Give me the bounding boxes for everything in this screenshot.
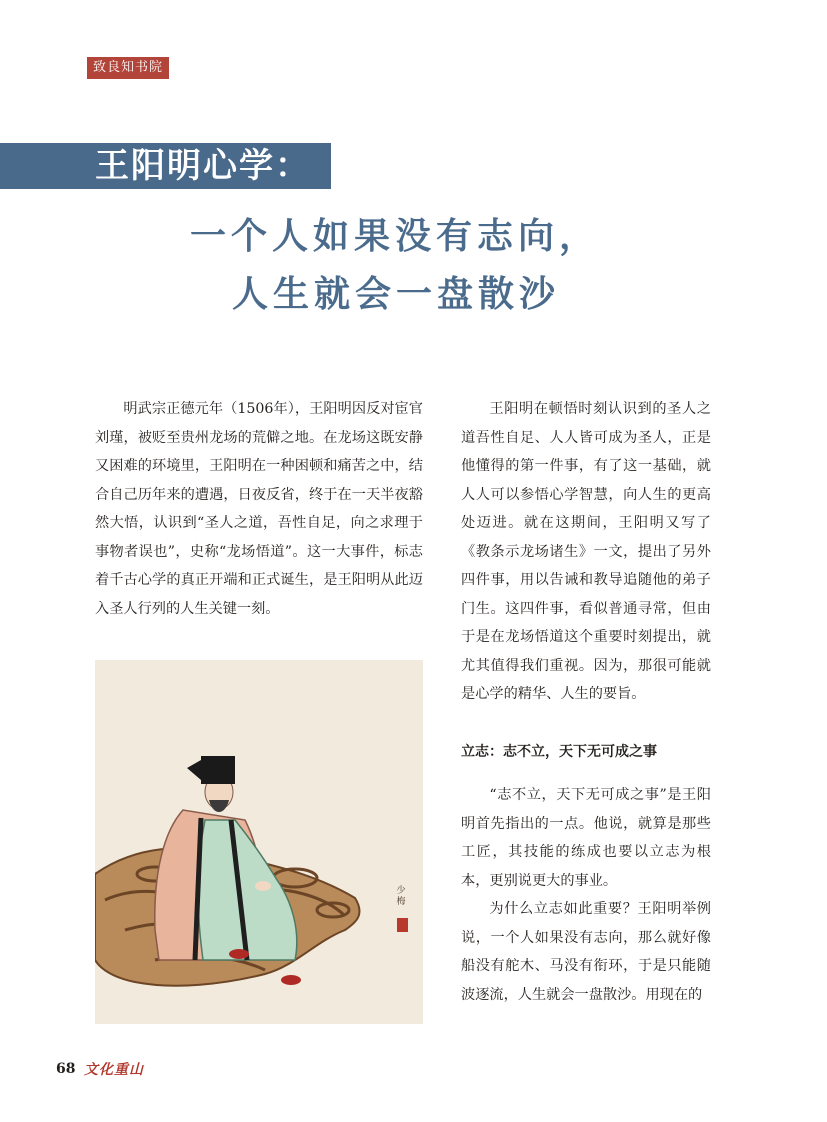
- article-subtitle-line1: 一个人如果没有志向，: [190, 216, 601, 257]
- body-paragraph-2: “志不立，天下无可成之事”是王阳明首先指出的一点。他说，就算是那些工匠，其技能的练成也要以立志为根本，更别说更大的事业。: [461, 787, 711, 889]
- left-column: [95, 395, 423, 623]
- right-column: [461, 395, 711, 1009]
- page-number: 68: [56, 1061, 76, 1077]
- body-paragraph-1: 王阳明在顿悟时刻认识到的圣人之道吾性自足、人人皆可成为圣人，正是他懂得的第一件事，有了这一基础，就人人可以参悟心学智慧，向人生的更高处迈进。就在这期间，王阳明又写了《教条示龙场诸生》一文，提出了另外四件事，用以告诫和教导追随他的弟子门生。这四件事，看似普通寻常，但由于是在龙场悟道这个重要时刻提出，就尤其值得我们重视。因为，那很可能就是心学的精华、人生的要旨。: [461, 401, 711, 702]
- section-label: 致良知书院: [87, 57, 169, 79]
- body-paragraph-3: 为什么立志如此重要？王阳明举例说，一个人如果没有志向，那么就好像船没有舵木、马没有衔环，于是只能随波逐流，人生就会一盘散沙。用现在的: [461, 901, 711, 1003]
- intro-paragraph: 明武宗正德元年（1506年），王阳明因反对宦官刘瑾，被贬至贵州龙场的荒僻之地。在龙场这既安静又困难的环境里，王阳明在一种困顿和痛苦之中，结合自己历年来的遭遇，日夜反省，终于在一天半夜豁然大悟，认识到“圣人之道，吾性自足，向之求理于事物者误也”，史称“龙场悟道”。这一大事件，标志着千古心学的真正开端和正式诞生，是王阳明从此迈入圣人行列的人生关键一刻。: [95, 401, 423, 617]
- magazine-logo: 文化重山: [84, 1062, 144, 1078]
- article-title: 王阳明心学：: [95, 146, 311, 186]
- article-subtitle-line2: 人生就会一盘散沙: [232, 274, 561, 315]
- wang-yangming-portrait-painting: [95, 660, 423, 1024]
- artist-signature: 少梅: [396, 886, 406, 907]
- artist-seal: [397, 918, 408, 932]
- painting-illustration: [95, 660, 423, 1024]
- section-subheading: 立志：志不立，天下无可成之事: [461, 743, 657, 760]
